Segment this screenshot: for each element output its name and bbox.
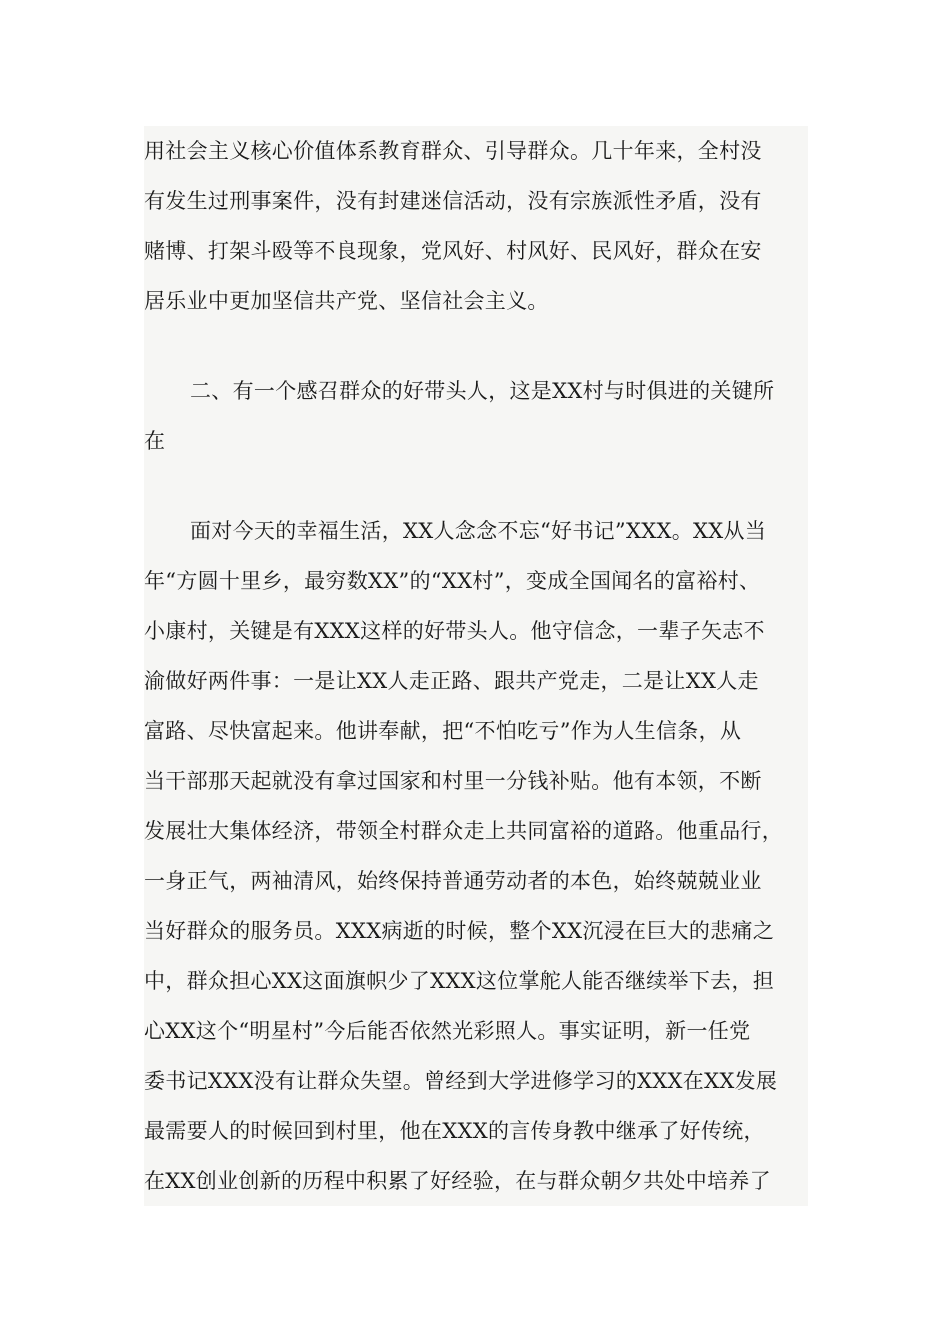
paragraph-1 xyxy=(144,126,808,326)
paragraph-line: 有发生过刑事案件，没有封建迷信活动，没有宗族派性矛盾，没有 xyxy=(144,189,762,213)
paragraph-line: 当干部那天起就没有拿过国家和村里一分钱补贴。他有本领，不断 xyxy=(144,769,762,793)
section-heading-2 xyxy=(144,366,808,466)
paragraph-line: 委书记XXX没有让群众失望。曾经到大学进修学习的XXX在XX发展 xyxy=(144,1069,778,1093)
heading-line: 在 xyxy=(144,429,166,453)
paragraph-line: 富路、尽快富起来。他讲奉献，把“不怕吃亏”作为人生信条，从 xyxy=(144,719,742,743)
paragraph-line: 年“方圆十里乡，最穷数XX”的“XX村”，变成全国闻名的富裕村、 xyxy=(144,569,761,593)
paragraph-line: 小康村，关键是有XXX这样的好带头人。他守信念，一辈子矢志不 xyxy=(144,619,765,643)
document-body xyxy=(144,126,808,1206)
paragraph-line: 渝做好两件事：一是让XX人走正路、跟共产党走，二是让XX人走 xyxy=(144,669,759,693)
heading-line: 二、有一个感召群众的好带头人，这是XX村与时俱进的关键所 xyxy=(190,379,775,403)
paragraph-line: 在XX创业创新的历程中积累了好经验，在与群众朝夕共处中培养了 xyxy=(144,1169,771,1193)
paragraph-spacer xyxy=(144,466,808,506)
paragraph-3 xyxy=(144,506,808,1206)
paragraph-line: 心XX这个“明星村”今后能否依然光彩照人。事实证明，新一任党 xyxy=(144,1019,751,1043)
paragraph-line: 中，群众担心XX这面旗帜少了XXX这位掌舵人能否继续举下去，担 xyxy=(144,969,775,993)
paragraph-line: 最需要人的时候回到村里，他在XXX的言传身教中继承了好传统， xyxy=(144,1119,765,1143)
paragraph-line: 用社会主义核心价值体系教育群众、引导群众。几十年来，全村没 xyxy=(144,139,762,163)
paragraph-line: 发展壮大集体经济，带领全村群众走上共同富裕的道路。他重品行， xyxy=(144,819,783,843)
paragraph-line: 面对今天的幸福生活，XX人念念不忘“好书记”XXX。XX从当 xyxy=(190,519,767,543)
paragraph-line: 居乐业中更加坚信共产党、坚信社会主义。 xyxy=(144,289,549,313)
paragraph-line: 当好群众的服务员。XXX病逝的时候，整个XX沉浸在巨大的悲痛之 xyxy=(144,919,775,943)
paragraph-spacer xyxy=(144,326,808,366)
paragraph-line: 赌博、打架斗殴等不良现象，党风好、村风好、民风好，群众在安 xyxy=(144,239,762,263)
paragraph-line: 一身正气，两袖清风，始终保持普通劳动者的本色，始终兢兢业业 xyxy=(144,869,762,893)
